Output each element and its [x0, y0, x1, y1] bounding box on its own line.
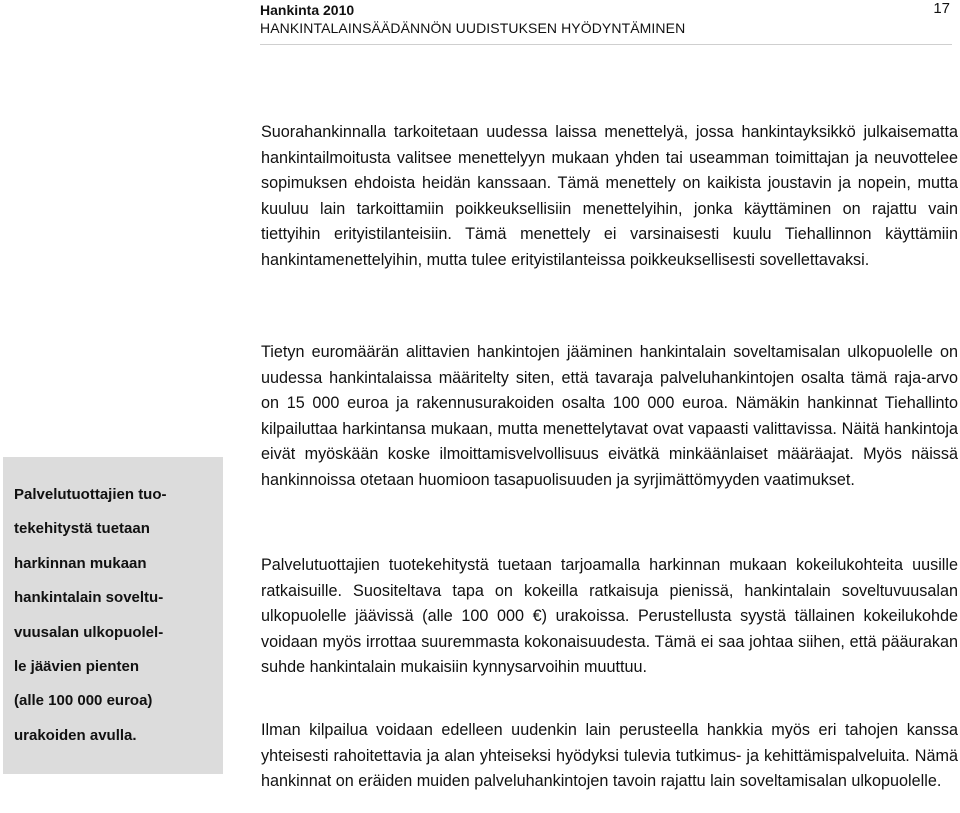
page-header [0, 0, 960, 48]
body-paragraph-threshold-values: Tietyn euromäärän alittavien hankintojen jääminen hankintalain soveltamisalan ulkopuolelle on uudessa hankintalaissa määritelty siten, että tavaraja palveluhankintojen osalta tämä raja-arvo on 15 000 euroa ja rakennusurakoiden osalta 100 000 euroa. Nämäkin hankinnat Tiehallinto kilpailuttaa harkintansa mukaan, mutta menettelytavat ovat vapaasti valittavissa. Näitä hankintoja eivät myöskään koske ilmoittamisvelvollisuus eivätkä minkäänlaiset määräajat. Myös näissä hankinnoissa otetaan huomioon tasapuolisuuden ja syrjimättömyyden vaatimukset. [261, 343, 958, 489]
document-subtitle: HANKINTALAINSÄÄDÄNNÖN UUDISTUKSEN HYÖDYNTÄMINEN [260, 20, 686, 36]
document-title: Hankinta 2010 [260, 2, 355, 18]
body-paragraph-direct-procurement: Suorahankinnalla tarkoitetaan uudessa laissa menettelyä, jossa hankintayksikkö julkaisematta hankintailmoitusta valitsee menettelyyn mukaan yhden tai useamman toimittajan ja neuvottelee sopimuksen ehdoista heidän kanssaan. Tämä menettely on kaikista joustavin ja nopein, mutta kuuluu lain tarkoittamiin poikkeuksellisiin menettelyihin, jonka käyttäminen on rajattu vain tiettyihin erityistilanteisiin. Tämä menettely ei varsinaisesti kuulu Tiehallinnon käyttämiin hankintamenettelyihin, mutta tulee erityistilanteissa poikkeuksellisesti sovellettavaksi. [261, 123, 958, 269]
margin-note-text: Palvelutuottajien tuo- tekehitystä tuetaan harkinnan mukaan hankintalain soveltu- vuusalan ulkopuolel- le jäävien pienten (alle 100 000 euroa) urakoiden avulla. [14, 486, 167, 744]
body-paragraph-product-development: Palvelutuottajien tuotekehitystä tuetaan tarjoamalla harkinnan mukaan kokeilukohteita uusille ratkaisuille. Suositeltava tapa on kokeilla ratkaisuja pienissä, hankintalain soveltuvuusalan ulkopuolelle jäävissä (alle 100 000 €) urakoissa. Perustellusta syystä tällainen kokeilukohde voidaan myös irrottaa suuremmasta kokonaisuudesta. Tämä ei saa johtaa siihen, että pääurakan suhde hankintalain mukaisiin kynnysarvoihin muuttuu. [261, 556, 958, 677]
page-number: 17 [933, 0, 950, 17]
body-paragraph-research-services: Ilman kilpailua voidaan edelleen uudenkin lain perusteella hankkia myös eri tahojen kanssa yhteisesti rahoitettavia ja alan yhteiseksi hyödyksi tulevia tutkimus- ja kehittämispalveluita. Nämä hankinnat on eräiden muiden palveluhankintojen tavoin rajattu lain soveltamisalan ulkopuolelle. [261, 721, 958, 791]
header-divider [260, 44, 952, 45]
